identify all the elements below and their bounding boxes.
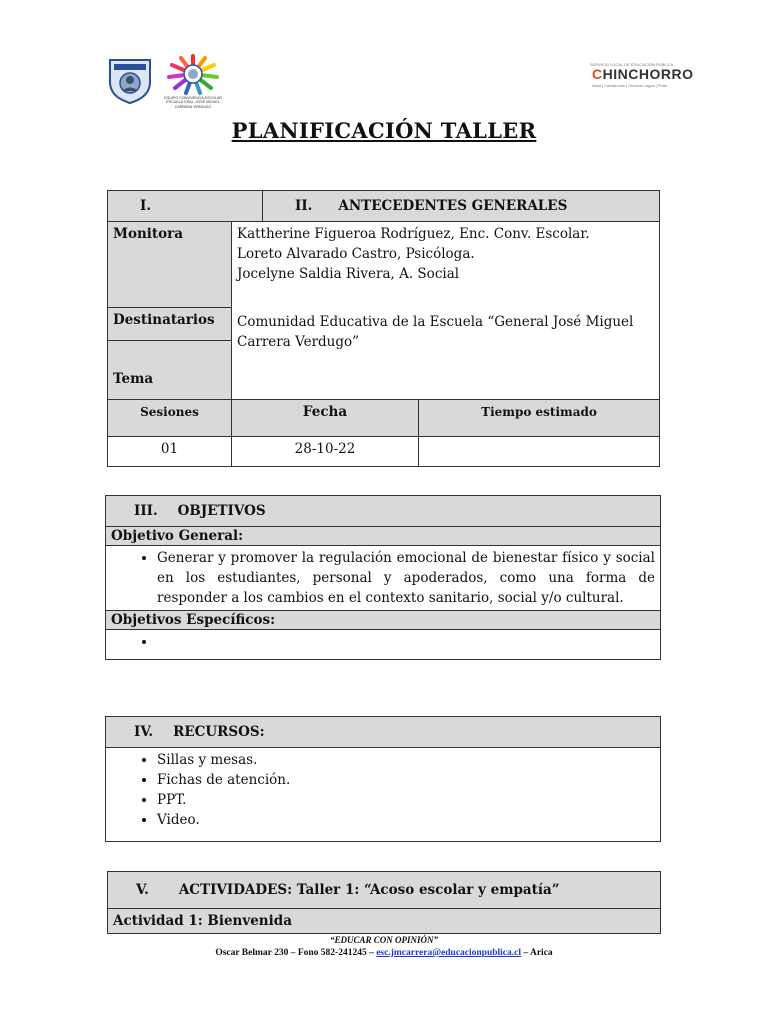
col-tiempo: Tiempo estimado bbox=[419, 400, 660, 437]
convivencia-hands-logo bbox=[164, 52, 222, 112]
list-item: • Sillas y mesas. bbox=[157, 750, 655, 770]
footer-address: Oscar Belmar 230 – Fono 582-241245 – esc.jmcarrera@educacionpublica.cl – Arica bbox=[215, 948, 553, 958]
recursos-table bbox=[105, 716, 661, 842]
section-header-objetivos: III. OBJETIVOS bbox=[106, 496, 661, 527]
antecedentes-generales-table bbox=[107, 190, 660, 467]
list-item: • PPT. bbox=[157, 790, 655, 810]
tema-label: Tema bbox=[108, 341, 232, 400]
brand-name: CHINCHORRO bbox=[592, 66, 694, 82]
actividades-table bbox=[107, 871, 661, 934]
section-header-antecedentes: II. ANTECEDENTES GENERALES bbox=[263, 191, 660, 222]
objetivo-general-label: Objetivo General: bbox=[106, 527, 661, 546]
list-item: • Generar y promover la regulación emocional de bienestar físico y social en los estudiantes, personal y apoderados, como una forma de responder a los cambios en el contexto sanitario, social y/o cultural. bbox=[157, 548, 655, 608]
cell-sesiones: 01 bbox=[108, 437, 232, 467]
school-crest-logo bbox=[106, 56, 154, 104]
col-sesiones: Sesiones bbox=[108, 400, 232, 437]
list-item bbox=[157, 632, 655, 652]
section-num-i: I. bbox=[108, 191, 263, 222]
chinchorro-brand-logo bbox=[590, 62, 710, 92]
objetivos-table bbox=[105, 495, 661, 660]
actividad-1-label: Actividad 1: Bienvenida bbox=[108, 909, 661, 934]
recursos-list-cell bbox=[106, 748, 661, 842]
monitora-line: Loreto Alvarado Castro, Psicóloga. bbox=[237, 246, 475, 262]
monitora-label: Monitora bbox=[108, 222, 232, 308]
hands-logo-line: ESCUELA GRAL. JOSÉ MIGUEL bbox=[166, 100, 220, 105]
section-header-actividades: V. ACTIVIDADES: Taller 1: “Acoso escolar y empatía” bbox=[108, 872, 661, 909]
objetivo-general-cell bbox=[106, 546, 661, 611]
brand-subtitle: Arica | Camarones | General Lagos | Putre bbox=[592, 83, 668, 88]
objetivos-especificos-cell bbox=[106, 630, 661, 660]
list-item: • Fichas de atención. bbox=[157, 770, 655, 790]
hands-logo-line: EQUIPO CONVIVENCIA ESCOLAR bbox=[164, 96, 222, 100]
footer-email-link[interactable]: esc.jmcarrera@educacionpublica.cl bbox=[376, 948, 521, 958]
cell-fecha: 28-10-22 bbox=[232, 437, 419, 467]
objetivos-especificos-label: Objetivos Específicos: bbox=[106, 611, 661, 630]
list-item: • Video. bbox=[157, 810, 655, 830]
section-header-recursos: IV. RECURSOS: bbox=[106, 717, 661, 748]
destinatarios-label: Destinatarios bbox=[108, 308, 232, 341]
footer-motto: “EDUCAR CON OPINIÓN” bbox=[329, 935, 438, 945]
col-fecha: Fecha bbox=[232, 400, 419, 437]
page-title: PLANIFICACIÓN TALLER bbox=[231, 118, 537, 143]
destinatarios-value: Comunidad Educativa de la Escuela “General José Miguel Carrera Verdugo” bbox=[237, 314, 634, 350]
monitora-line: Jocelyne Saldia Rivera, A. Social bbox=[237, 266, 460, 282]
hands-logo-line: CARRERA VERDUGO bbox=[174, 104, 212, 109]
monitora-destinatarios-cell bbox=[232, 222, 660, 400]
brand-top-text: SERVICIO LOCAL DE EDUCACIÓN PÚBLICA bbox=[590, 62, 674, 67]
cell-tiempo bbox=[419, 437, 660, 467]
monitora-line: Kattherine Figueroa Rodríguez, Enc. Conv. Escolar. bbox=[237, 226, 590, 242]
